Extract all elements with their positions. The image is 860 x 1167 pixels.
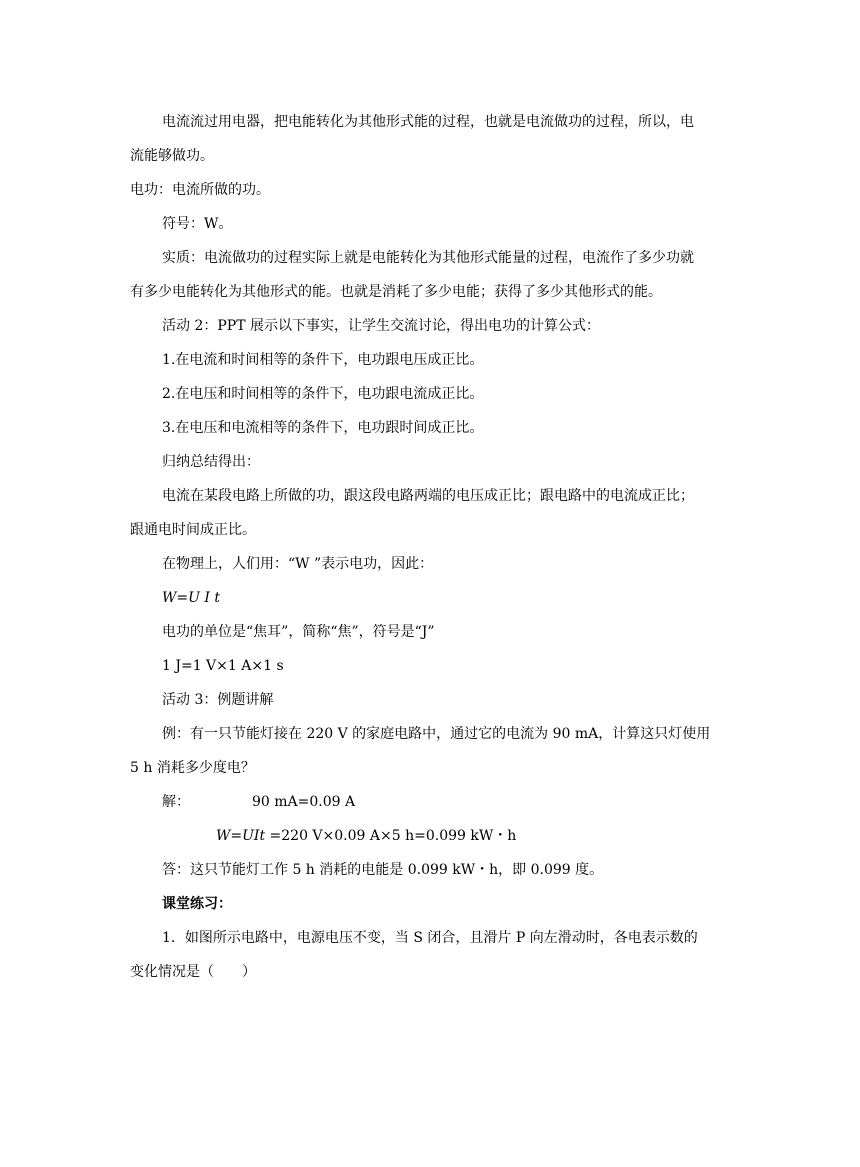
paragraph-line: 流能够做功。 — [130, 148, 214, 164]
section-heading: 课堂练习： — [162, 896, 232, 912]
paragraph-line: 2.在电压和时间相等的条件下，电功跟电流成正比。 — [162, 386, 484, 402]
paragraph-line: 例：有一只节能灯接在 220 V 的家庭电路中，通过它的电流为 90 mA，计算这只灯使用 — [162, 726, 711, 742]
paragraph-line: 实质：电流做功的过程实际上就是电能转化为其他形式能量的过程，电流作了多少功就 — [162, 250, 694, 266]
paragraph-line: 5 h 消耗多少度电？ — [130, 760, 255, 776]
paragraph-line: 归纳总结得出： — [162, 454, 260, 470]
formula-symbol: W=UIt — [216, 828, 266, 844]
paragraph-line: 符号：W。 — [162, 216, 233, 232]
paragraph-line: 3.在电压和电流相等的条件下，电功跟时间成正比。 — [162, 420, 484, 436]
solution-label: 解： — [162, 794, 190, 810]
paragraph-line: 跟通电时间成正比。 — [130, 522, 256, 538]
paragraph-line: 电功：电流所做的功。 — [130, 182, 270, 198]
unit-definition: 1 J=1 V×1 A×1 s — [162, 658, 284, 674]
paragraph-line: 在物理上，人们用：“W ”表示电功，因此： — [162, 556, 434, 572]
answer-line: 答：这只节能灯工作 5 h 消耗的电能是 0.099 kW・h，即 0.099 度。 — [162, 862, 604, 878]
formula-line: W=U I t — [162, 590, 220, 606]
solution-formula — [216, 826, 516, 846]
question-line: 1．如图所示电路中，电源电压不变，当 S 闭合，且滑片 P 向左滑动时，各电表示数的 — [162, 930, 698, 946]
question-line: 变化情况是（ ） — [130, 964, 256, 980]
paragraph-line: 电流流过用电器，把电能转化为其他形式能的过程，也就是电流做功的过程，所以，电 — [162, 114, 694, 130]
solution-step: 90 mA=0.09 A — [252, 794, 356, 810]
paragraph-line: 活动 3：例题讲解 — [162, 692, 274, 708]
paragraph-line: 电功的单位是“焦耳”，简称“焦”，符号是“J” — [162, 624, 435, 640]
paragraph-line: 电流在某段电路上所做的功，跟这段电路两端的电压成正比；跟电路中的电流成正比； — [162, 488, 694, 504]
paragraph-line: 1.在电流和时间相等的条件下，电功跟电压成正比。 — [162, 352, 484, 368]
paragraph-line: 活动 2：PPT 展示以下事实，让学生交流讨论，得出电功的计算公式： — [162, 318, 600, 334]
formula-value: =220 V×0.09 A×5 h=0.099 kW・h — [265, 828, 517, 844]
paragraph-line: 有多少电能转化为其他形式的能。也就是消耗了多少电能；获得了多少其他形式的能。 — [130, 284, 662, 300]
